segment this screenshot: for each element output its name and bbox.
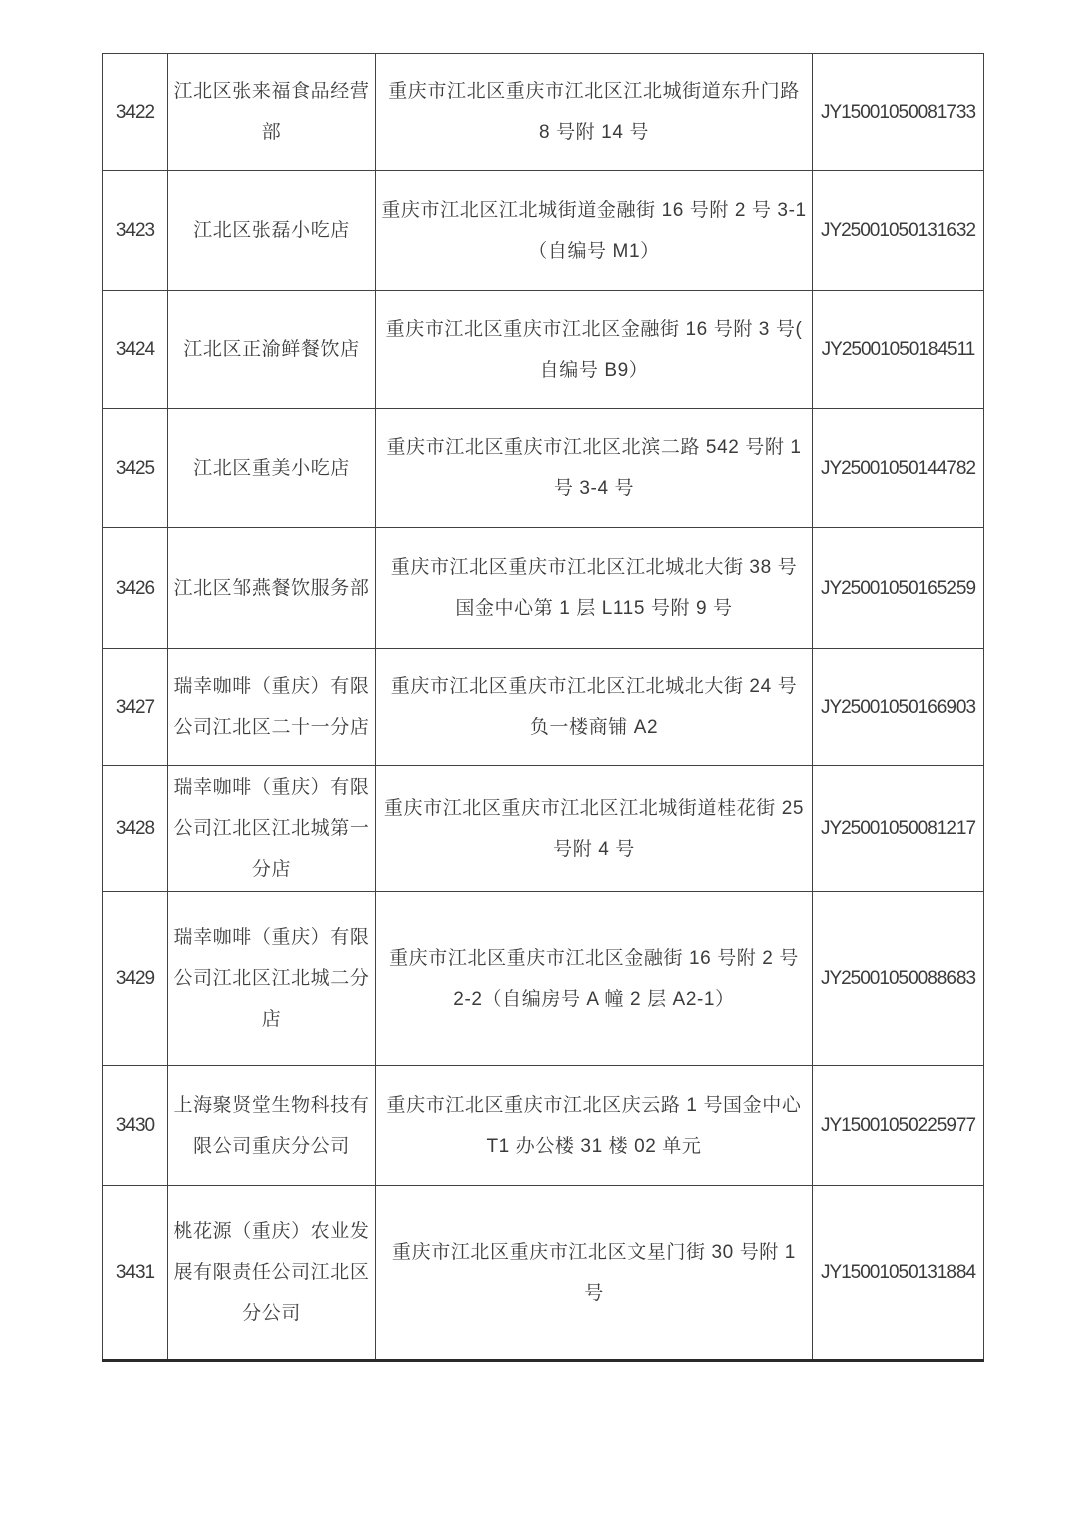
row-index-cell: 3425 <box>103 409 168 528</box>
table-row <box>103 171 984 291</box>
business-name-cell: 上海聚贤堂生物科技有限公司重庆分公司 <box>168 1066 376 1186</box>
business-address-cell: 重庆市江北区重庆市江北区金融街 16 号附 2 号 2-2（自编房号 A 幢 2 层 A2-1） <box>376 892 813 1066</box>
license-number-cell: JY15001050081733 <box>813 54 984 171</box>
business-address-cell: 重庆市江北区重庆市江北区北滨二路 542 号附 1 号 3-4 号 <box>376 409 813 528</box>
license-number-cell: JY25001050144782 <box>813 409 984 528</box>
row-index-cell: 3430 <box>103 1066 168 1186</box>
license-number-cell: JY25001050088683 <box>813 892 984 1066</box>
business-name-cell: 江北区重美小吃店 <box>168 409 376 528</box>
row-index-cell: 3428 <box>103 766 168 892</box>
business-name-cell: 江北区邹燕餐饮服务部 <box>168 528 376 649</box>
license-number-cell: JY25001050165259 <box>813 528 984 649</box>
row-index-cell: 3423 <box>103 171 168 291</box>
table-row <box>103 54 984 171</box>
license-number-cell: JY25001050081217 <box>813 766 984 892</box>
table-row <box>103 892 984 1066</box>
business-name-cell: 瑞幸咖啡（重庆）有限公司江北区江北城第一分店 <box>168 766 376 892</box>
business-address-cell: 重庆市江北区重庆市江北区江北城北大街 38 号国金中心第 1 层 L115 号附 9 号 <box>376 528 813 649</box>
business-address-cell: 重庆市江北区重庆市江北区江北城街道东升门路 8 号附 14 号 <box>376 54 813 171</box>
table-row <box>103 1186 984 1361</box>
table-row <box>103 649 984 766</box>
license-number-cell: JY25001050166903 <box>813 649 984 766</box>
business-name-cell: 江北区张磊小吃店 <box>168 171 376 291</box>
license-number-cell: JY25001050131632 <box>813 171 984 291</box>
business-name-cell: 江北区正渝鲜餐饮店 <box>168 291 376 409</box>
business-address-cell: 重庆市江北区重庆市江北区庆云路 1 号国金中心 T1 办公楼 31 楼 02 单元 <box>376 1066 813 1186</box>
license-number-cell: JY25001050184511 <box>813 291 984 409</box>
business-name-cell: 瑞幸咖啡（重庆）有限公司江北区二十一分店 <box>168 649 376 766</box>
business-address-cell: 重庆市江北区重庆市江北区江北城街道桂花街 25 号附 4 号 <box>376 766 813 892</box>
business-name-cell: 江北区张来福食品经营部 <box>168 54 376 171</box>
business-address-cell: 重庆市江北区江北城街道金融街 16 号附 2 号 3-1（自编号 M1） <box>376 171 813 291</box>
business-name-cell: 桃花源（重庆）农业发展有限责任公司江北区分公司 <box>168 1186 376 1361</box>
business-address-cell: 重庆市江北区重庆市江北区江北城北大街 24 号负一楼商铺 A2 <box>376 649 813 766</box>
table-row <box>103 291 984 409</box>
license-number-cell: JY15001050131884 <box>813 1186 984 1361</box>
row-index-cell: 3424 <box>103 291 168 409</box>
table-row <box>103 1066 984 1186</box>
row-index-cell: 3429 <box>103 892 168 1066</box>
business-license-table <box>102 53 984 1362</box>
row-index-cell: 3427 <box>103 649 168 766</box>
table-row <box>103 766 984 892</box>
business-address-cell: 重庆市江北区重庆市江北区金融街 16 号附 3 号( 自编号 B9） <box>376 291 813 409</box>
row-index-cell: 3426 <box>103 528 168 649</box>
table-row <box>103 528 984 649</box>
license-number-cell: JY15001050225977 <box>813 1066 984 1186</box>
row-index-cell: 3431 <box>103 1186 168 1361</box>
table-body <box>103 54 984 1361</box>
table-row <box>103 409 984 528</box>
business-name-cell: 瑞幸咖啡（重庆）有限公司江北区江北城二分店 <box>168 892 376 1066</box>
row-index-cell: 3422 <box>103 54 168 171</box>
business-address-cell: 重庆市江北区重庆市江北区文星门街 30 号附 1 号 <box>376 1186 813 1361</box>
